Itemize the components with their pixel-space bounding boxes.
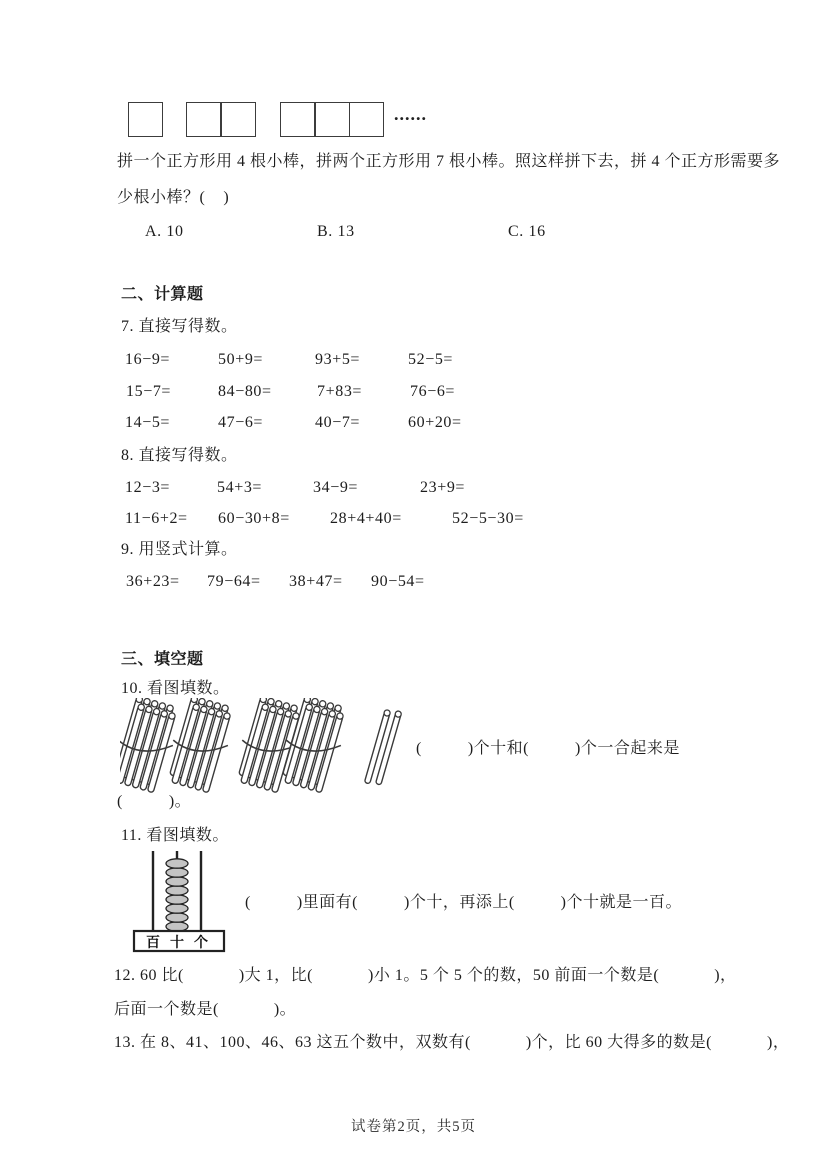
expression: 84−80= [218,383,272,400]
q7-title: 7. 直接写得数。 [121,318,238,335]
abacus-bead [166,886,188,895]
page-footer: 试卷第2页，共5页 [351,1119,476,1135]
q9-title: 9. 用竖式计算。 [121,541,238,558]
answer-blank [313,979,368,980]
q6-text-line1: 拼一个正方形用 4 根小棒，拼两个正方形用 7 根小棒。照这样拼下去，拼 4 个正方形需要多 [117,153,781,170]
ellipsis-dots: ...... [394,104,427,124]
sticks-bundle [162,698,238,794]
expression: 60−30+8= [218,510,290,527]
square-cell [221,102,256,137]
square-cell [349,102,384,137]
answer-blank [422,752,468,753]
expression: 23+9= [420,479,466,496]
expression: 16−9= [125,351,171,368]
loose-sticks [364,707,402,787]
q11-text-line: ( )里面有( )个十，再添上( )个十就是一百。 [245,894,683,911]
q8-title: 8. 直接写得数。 [121,447,238,464]
answer-blank [184,979,239,980]
answer-blank [712,1046,767,1047]
abacus-bead [166,859,188,868]
expression: 34−9= [313,479,359,496]
answer-blank [123,805,169,806]
expression: 60+20= [408,414,462,431]
answer-blank [219,1013,274,1014]
expression: 38+47= [289,573,343,590]
answer-blank [515,906,561,907]
abacus-bead [166,922,188,931]
expression: 54+3= [217,479,263,496]
answer-blank [529,752,575,753]
expression: 76−6= [410,383,456,400]
q10-title: 10. 看图填数。 [121,680,230,697]
expression: 12−3= [125,479,171,496]
q10-text-line1: ( )个十和( )个一合起来是 [416,740,680,757]
expression: 93+5= [315,351,361,368]
answer-blank [358,906,404,907]
answer-blank [659,979,714,980]
q10-sticks-figure [120,698,416,804]
expression: 52−5= [408,351,454,368]
q11-title: 11. 看图填数。 [121,827,229,844]
answer-blank [471,1046,526,1047]
square-cell [280,102,315,137]
square-cell [186,102,221,137]
square-cell [128,102,163,137]
q12-text-line1: 12. 60 比( )大 1，比( )小 1。5 个 5 个的数，50 前面一个数是( )， [114,967,737,984]
q11-abacus-figure [131,845,227,953]
expression: 90−54= [371,573,425,590]
abacus-bead [166,868,188,877]
expression: 28+4+40= [330,510,402,527]
q10-text-line2: ( )。 [117,793,192,810]
abacus-label-hundreds: 百 [146,936,160,951]
abacus-bead [166,895,188,904]
expression: 7+83= [317,383,363,400]
abacus-bead [166,904,188,913]
expression: 40−7= [315,414,361,431]
section-calc-heading: 二、计算题 [121,286,204,303]
expression: 14−5= [125,414,171,431]
square-cell [315,102,350,137]
expression: 15−7= [126,383,172,400]
option-c: C. 16 [508,223,546,240]
q6-squares-figure [128,102,608,142]
answer-blank [251,906,297,907]
q12-text-line2: 后面一个数是( )。 [114,1001,297,1018]
option-a: A. 10 [145,223,184,240]
expression: 36+23= [126,573,180,590]
abacus-label-tens: 十 [170,936,184,951]
q6-text-line2: 少根小棒？( ) [117,189,230,206]
expression: 52−5−30= [452,510,524,527]
section-fill-heading: 三、填空题 [121,651,204,668]
expression: 11−6+2= [125,510,188,527]
abacus-label-ones: 个 [194,936,208,951]
expression: 50+9= [218,351,264,368]
abacus-bead [166,877,188,886]
abacus-bead [166,913,188,922]
q13-text-line: 13. 在 8、41、100、46、63 这五个数中，双数有( )个，比 60 大得多的数是( )， [114,1034,790,1051]
answer-blank [205,201,223,202]
option-b: B. 13 [317,223,355,240]
expression: 79−64= [207,573,261,590]
expression: 47−6= [218,414,264,431]
